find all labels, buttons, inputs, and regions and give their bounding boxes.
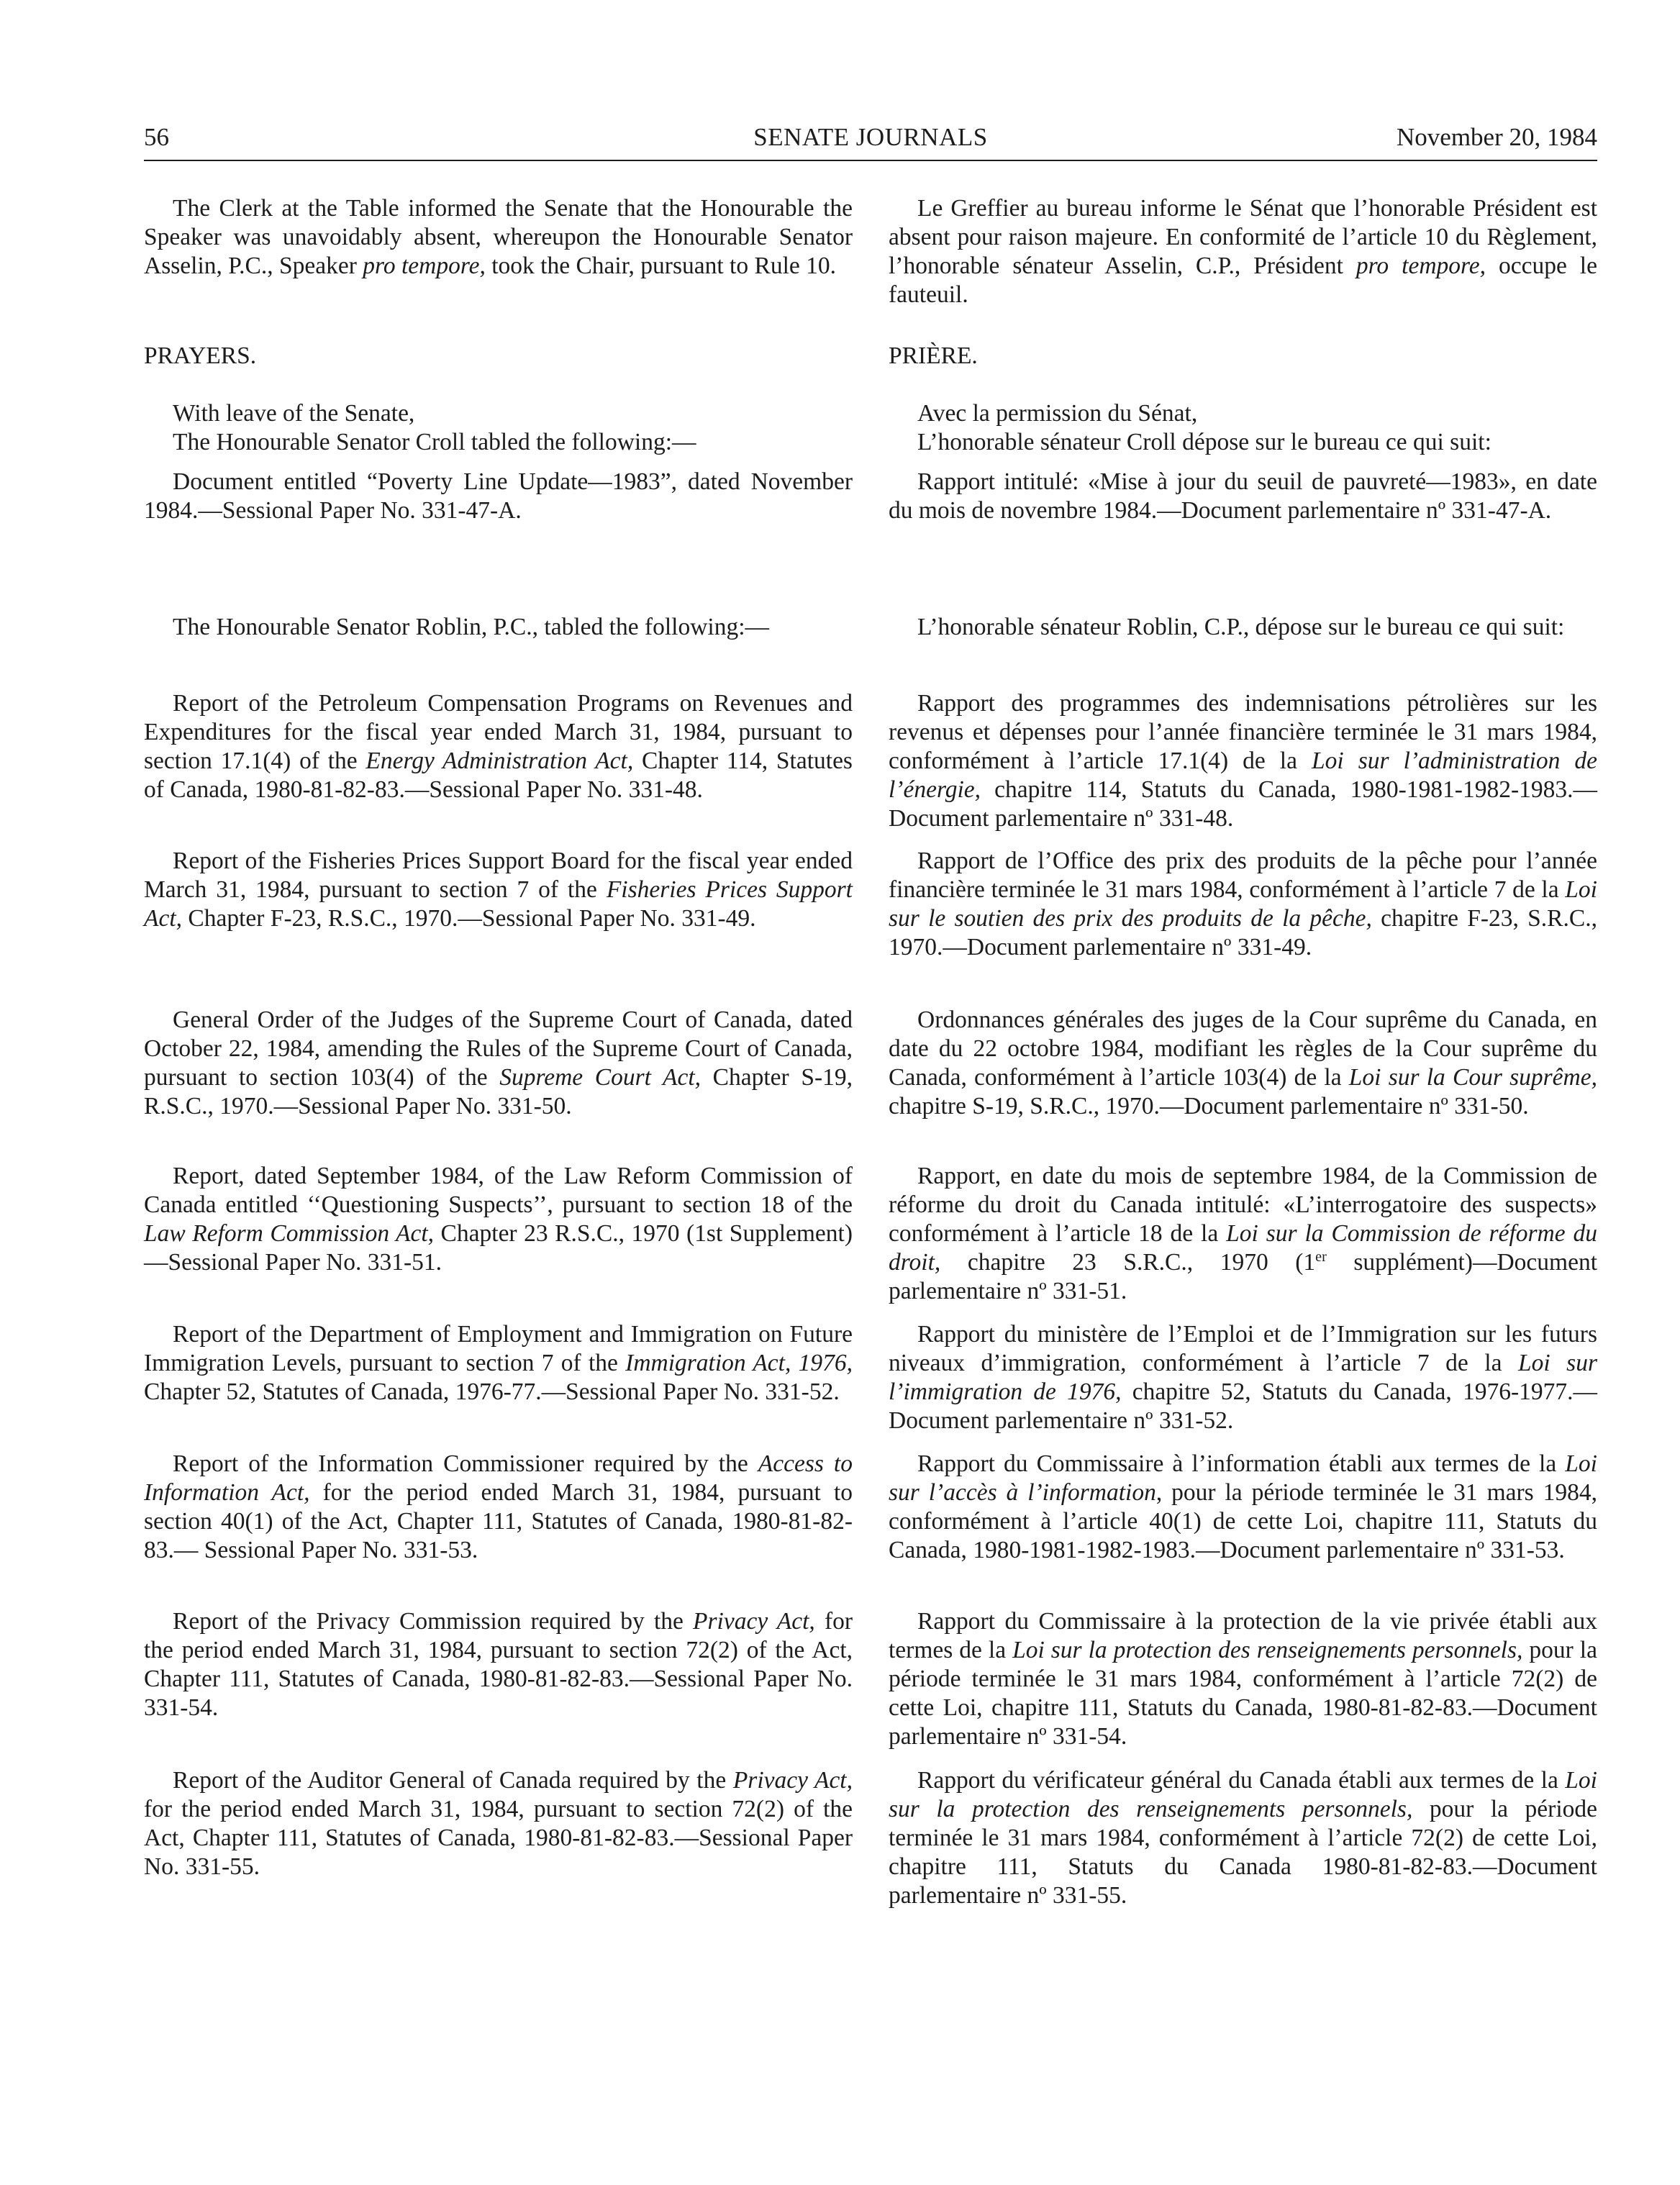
roblin-tabled-fr: L’honorable sénateur Roblin, C.P., dépose sur le bureau ce qui suit: bbox=[917, 614, 1565, 640]
immigration-report-fr: Rapport du ministère de l’Emploi et de l’Immigration sur les futurs niveaux d’immigration, conformément à l’article 7 de la Loi sur l’immigration de 1976, chapitre 52, Statuts du Canada, 1976-1977.—Document parlementaire nº 331-52. bbox=[889, 1321, 1597, 1434]
fisheries-report-fr: Rapport de l’Office des prix des produits de la pêche pour l’année financière terminée le 31 mars 1984, conformément à l’article 7 de la Loi sur le soutien des prix des produits de la pêche, chapitre F-23, S.R.C., 1970.—Document parlementaire nº 331-49. bbox=[889, 848, 1597, 960]
prayers-heading-fr: PRIÈRE. bbox=[889, 342, 978, 369]
fisheries-report-en: Report of the Fisheries Prices Support Board for the fiscal year ended March 31, 1984, pursuant to section 7 of the Fisheries Prices Support Act, Chapter F-23, R.S.C., 1970.—Sessional Paper No. 331-49. bbox=[144, 848, 853, 932]
journal-page bbox=[144, 115, 1597, 2144]
leave-paragraph-fr: Avec la permission du Sénat, L’honorable sénateur Croll dépose sur le bureau ce qui suit: bbox=[917, 400, 1491, 455]
law-reform-report-en: Report, dated September 1984, of the Law Reform Commission of Canada entitled ‘‘Questioning Suspects’’, pursuant to section 18 of the Law Reform Commission Act, Chapter 23 R.S.C., 1970 (1st Supplement)—Sessional Paper No. 331-51. bbox=[144, 1163, 853, 1276]
page-header bbox=[144, 115, 1597, 161]
clerk-paragraph-fr: Le Greffier au bureau informe le Sénat que l’honorable Président est absent pour raison majeure. En conformité de l’article 10 du Règlement, l’honorable sénateur Asselin, C.P., Président pro tempore, occupe le fauteuil. bbox=[889, 195, 1597, 308]
privacy-commission-report-en: Report of the Privacy Commission required by the Privacy Act, for the period ended March 31, 1984, pursuant to section 72(2) of the Act, Chapter 111, Statutes of Canada, 1980-81-82-83.—Sessional Paper No. 331-54. bbox=[144, 1608, 853, 1721]
journal-title: SENATE JOURNALS bbox=[753, 123, 988, 151]
information-commissioner-report-en: Report of the Information Commissioner required by the Access to Information Act, for the period ended March 31, 1984, pursuant to section 40(1) of the Act, Chapter 111, Statutes of Canada, 1980-81-82-83.— Sessional Paper No. 331-53. bbox=[144, 1450, 853, 1563]
auditor-general-report-fr: Rapport du vérificateur général du Canada établi aux termes de la Loi sur la protection des renseignements personnels, pour la période terminée le 31 mars 1984, conformément à l’article 72(2) de cette Loi, chapitre 111, Statuts du Canada 1980-81-82-83.—Document parlementaire nº 331-55. bbox=[889, 1767, 1597, 1909]
clerk-paragraph-en: The Clerk at the Table informed the Senate that the Honourable the Speaker was unavoidably absent, whereupon the Honourable Senator Asselin, P.C., Speaker pro tempore, took the Chair, pursuant to Rule 10. bbox=[144, 195, 853, 279]
law-reform-report-fr: Rapport, en date du mois de septembre 1984, de la Commission de réforme du droit du Canada intitulé: «L’interrogatoire des suspects» conformément à l’article 18 de la Loi sur la Commission de réforme du droit, chapitre 23 S.R.C., 1970 (1er supplément)—Document parlementaire nº 331-51. bbox=[889, 1163, 1598, 1304]
auditor-general-report-en: Report of the Auditor General of Canada required by the Privacy Act, for the period ended March 31, 1984, pursuant to section 72(2) of the Act, Chapter 111, Statutes of Canada, 1980-81-82-83.—Sessional Paper No. 331-55. bbox=[144, 1767, 853, 1880]
poverty-document-fr: Rapport intitulé: «Mise à jour du seuil de pauvreté—1983», en date du mois de novembre 1984.—Document parlementaire nº 331-47-A. bbox=[889, 468, 1597, 524]
roblin-tabled-en: The Honourable Senator Roblin, P.C., tabled the following:— bbox=[173, 614, 770, 640]
header-date: November 20, 1984 bbox=[1397, 123, 1597, 151]
information-commissioner-report-fr: Rapport du Commissaire à l’information établi aux termes de la Loi sur l’accès à l’information, pour la période terminée le 31 mars 1984, conformément à l’article 40(1) de cette Loi, chapitre 111, Statuts du Canada, 1980-1981-1982-1983.—Document parlementaire nº 331-53. bbox=[889, 1450, 1598, 1563]
prayers-heading-en: PRAYERS. bbox=[144, 342, 257, 369]
petroleum-report-fr: Rapport des programmes des indemnisations pétrolières sur les revenus et dépenses pour l’année financière terminée le 31 mars 1984, conformément à l’article 17.1(4) de la Loi sur l’administration de l’énergie, chapitre 114, Statuts du Canada, 1980-1981-1982-1983.—Document parlementaire nº 331-48. bbox=[889, 690, 1597, 832]
supreme-court-order-fr: Ordonnances générales des juges de la Cour suprême du Canada, en date du 22 octobre 1984, modifiant les règles de la Cour suprême du Canada, conformément à l’article 103(4) de la Loi sur la Cour suprême, chapitre S-19, S.R.C., 1970.—Document parlementaire nº 331-50. bbox=[889, 1007, 1597, 1119]
petroleum-report-en: Report of the Petroleum Compensation Programs on Revenues and Expenditures for the fiscal year ended March 31, 1984, pursuant to section 17.1(4) of the Energy Administration Act, Chapter 114, Statutes of Canada, 1980-81-82-83.—Sessional Paper No. 331-48. bbox=[144, 690, 853, 803]
supreme-court-order-en: General Order of the Judges of the Supreme Court of Canada, dated October 22, 1984, amending the Rules of the Supreme Court of Canada, pursuant to section 103(4) of the Supreme Court Act, Chapter S-19, R.S.C., 1970.—Sessional Paper No. 331-50. bbox=[144, 1007, 853, 1119]
privacy-commission-report-fr: Rapport du Commissaire à la protection de la vie privée établi aux termes de la Loi sur la protection des renseignements personnels, pour la période terminée le 31 mars 1984, conformément à l’article 72(2) de cette Loi, chapitre 111, Statuts du Canada, 1980-81-82-83.—Document parlementaire nº 331-54. bbox=[889, 1608, 1597, 1750]
leave-paragraph-en: With leave of the Senate, The Honourable Senator Croll tabled the following:— bbox=[173, 400, 696, 455]
page-number: 56 bbox=[144, 123, 169, 151]
poverty-document-en: Document entitled “Poverty Line Update—1983”, dated November 1984.—Sessional Paper No. 331-47-A. bbox=[144, 468, 853, 524]
immigration-report-en: Report of the Department of Employment and Immigration on Future Immigration Levels, pursuant to section 7 of the Immigration Act, 1976, Chapter 52, Statutes of Canada, 1976-77.—Sessional Paper No. 331-52. bbox=[144, 1321, 853, 1405]
